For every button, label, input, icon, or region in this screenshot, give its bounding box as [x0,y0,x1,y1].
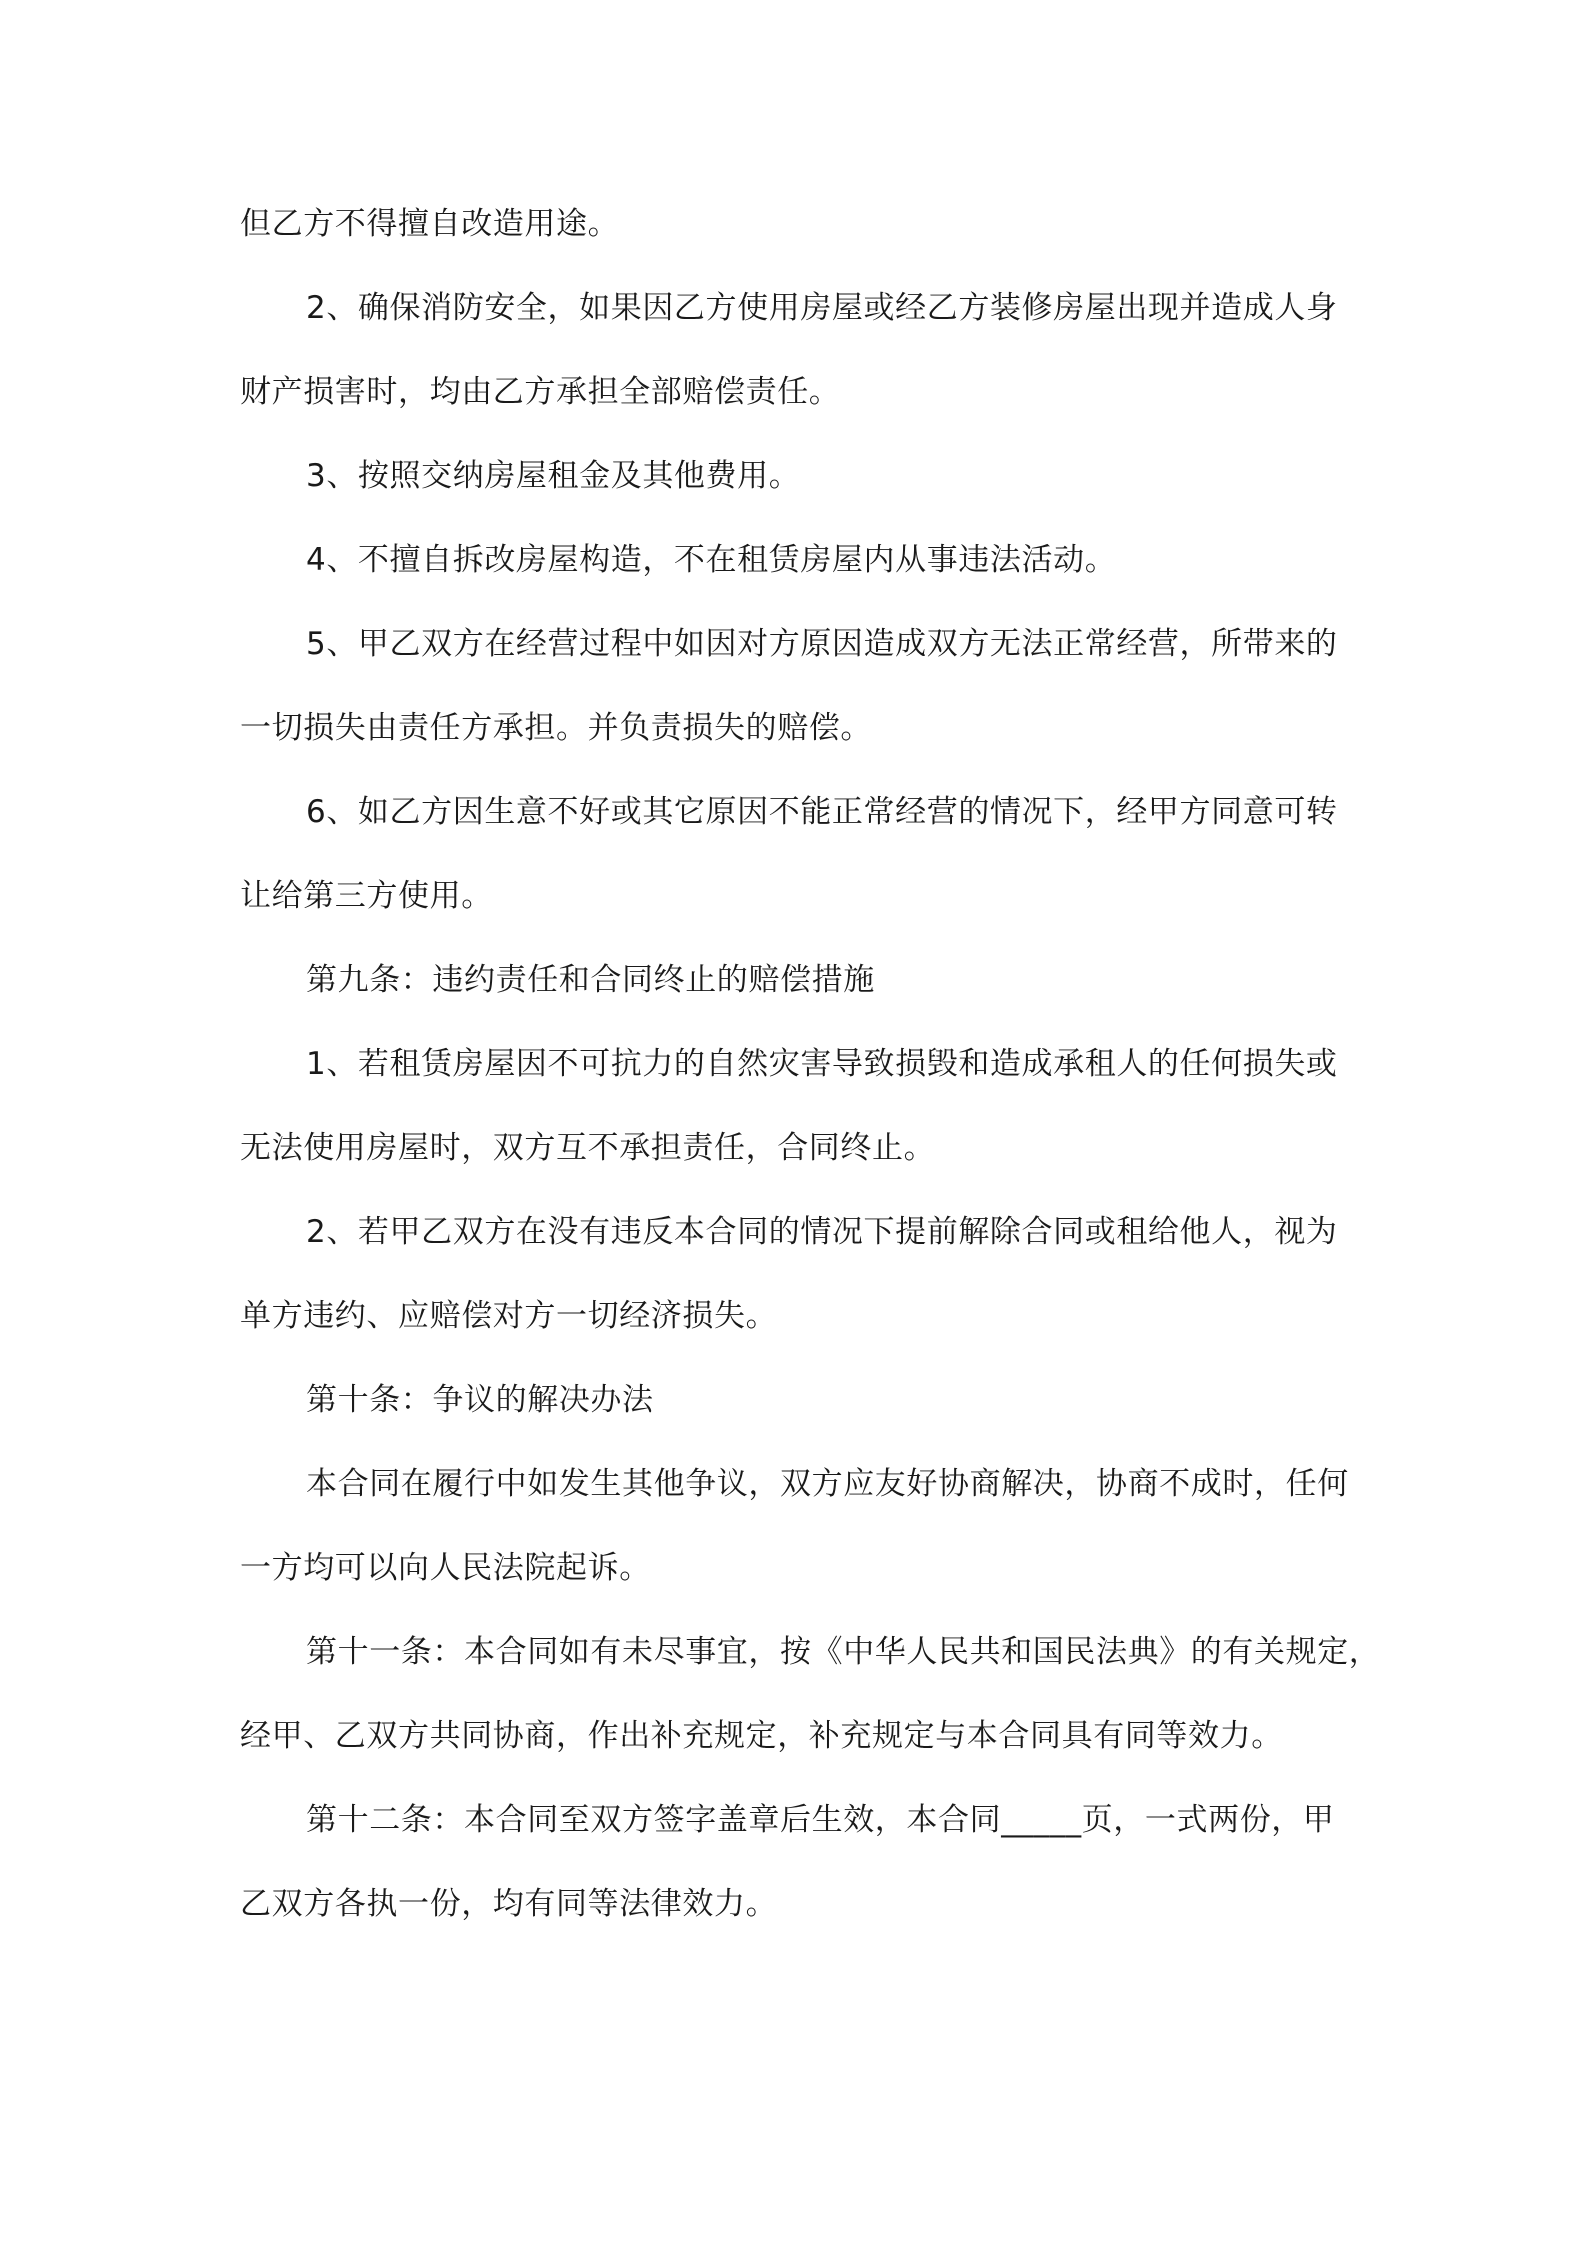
clause-5-line-1: 5、甲乙双方在经营过程中如因对方原因造成双方无法正常经营，所带来的 [306,626,1338,662]
clause-6-line-1: 6、如乙方因生意不好或其它原因不能正常经营的情况下，经甲方同意可转 [306,794,1338,830]
article-11-line-1: 第十一条：本合同如有未尽事宜，按《中华人民共和国民法典》的有关规定， [306,1634,1381,1670]
article-9-clause-2-line-1: 2、若甲乙双方在没有违反本合同的情况下提前解除合同或租给他人，视为 [306,1214,1338,1250]
article-9-clause-2-line-2: 单方违约、应赔偿对方一切经济损失。 [240,1298,778,1334]
article-12-line-1: 第十二条：本合同至双方签字盖章后生效，本合同_____页，一式两份，甲 [306,1802,1335,1838]
article-9-heading: 第九条：违约责任和合同终止的赔偿措施 [306,962,875,998]
article-10-heading: 第十条：争议的解决办法 [306,1382,654,1418]
clause-3: 3、按照交纳房屋租金及其他费用。 [306,458,801,494]
clause-2-line-1: 2、确保消防安全，如果因乙方使用房屋或经乙方装修房屋出现并造成人身 [306,290,1338,326]
clause-2-line-2: 财产损害时，均由乙方承担全部赔偿责任。 [240,374,841,410]
article-11-line-2: 经甲、乙双方共同协商，作出补充规定，补充规定与本合同具有同等效力。 [240,1718,1283,1754]
clause-6-line-2: 让给第三方使用。 [240,878,493,914]
clause-4: 4、不擅自拆改房屋构造，不在租赁房屋内从事违法活动。 [306,542,1117,578]
clause-5-line-2: 一切损失由责任方承担。并负责损失的赔偿。 [240,710,872,746]
article-9-clause-1-line-1: 1、若租赁房屋因不可抗力的自然灾害导致损毁和造成承租人的任何损失或 [306,1046,1338,1082]
article-9-clause-1-line-2: 无法使用房屋时，双方互不承担责任，合同终止。 [240,1130,936,1166]
article-12-line-2: 乙双方各执一份，均有同等法律效力。 [240,1886,778,1922]
line-continuation-1: 但乙方不得擅自改造用途。 [240,206,620,242]
article-10-body-line-1: 本合同在履行中如发生其他争议，双方应友好协商解决，协商不成时，任何 [306,1466,1349,1502]
article-10-body-line-2: 一方均可以向人民法院起诉。 [240,1550,651,1586]
